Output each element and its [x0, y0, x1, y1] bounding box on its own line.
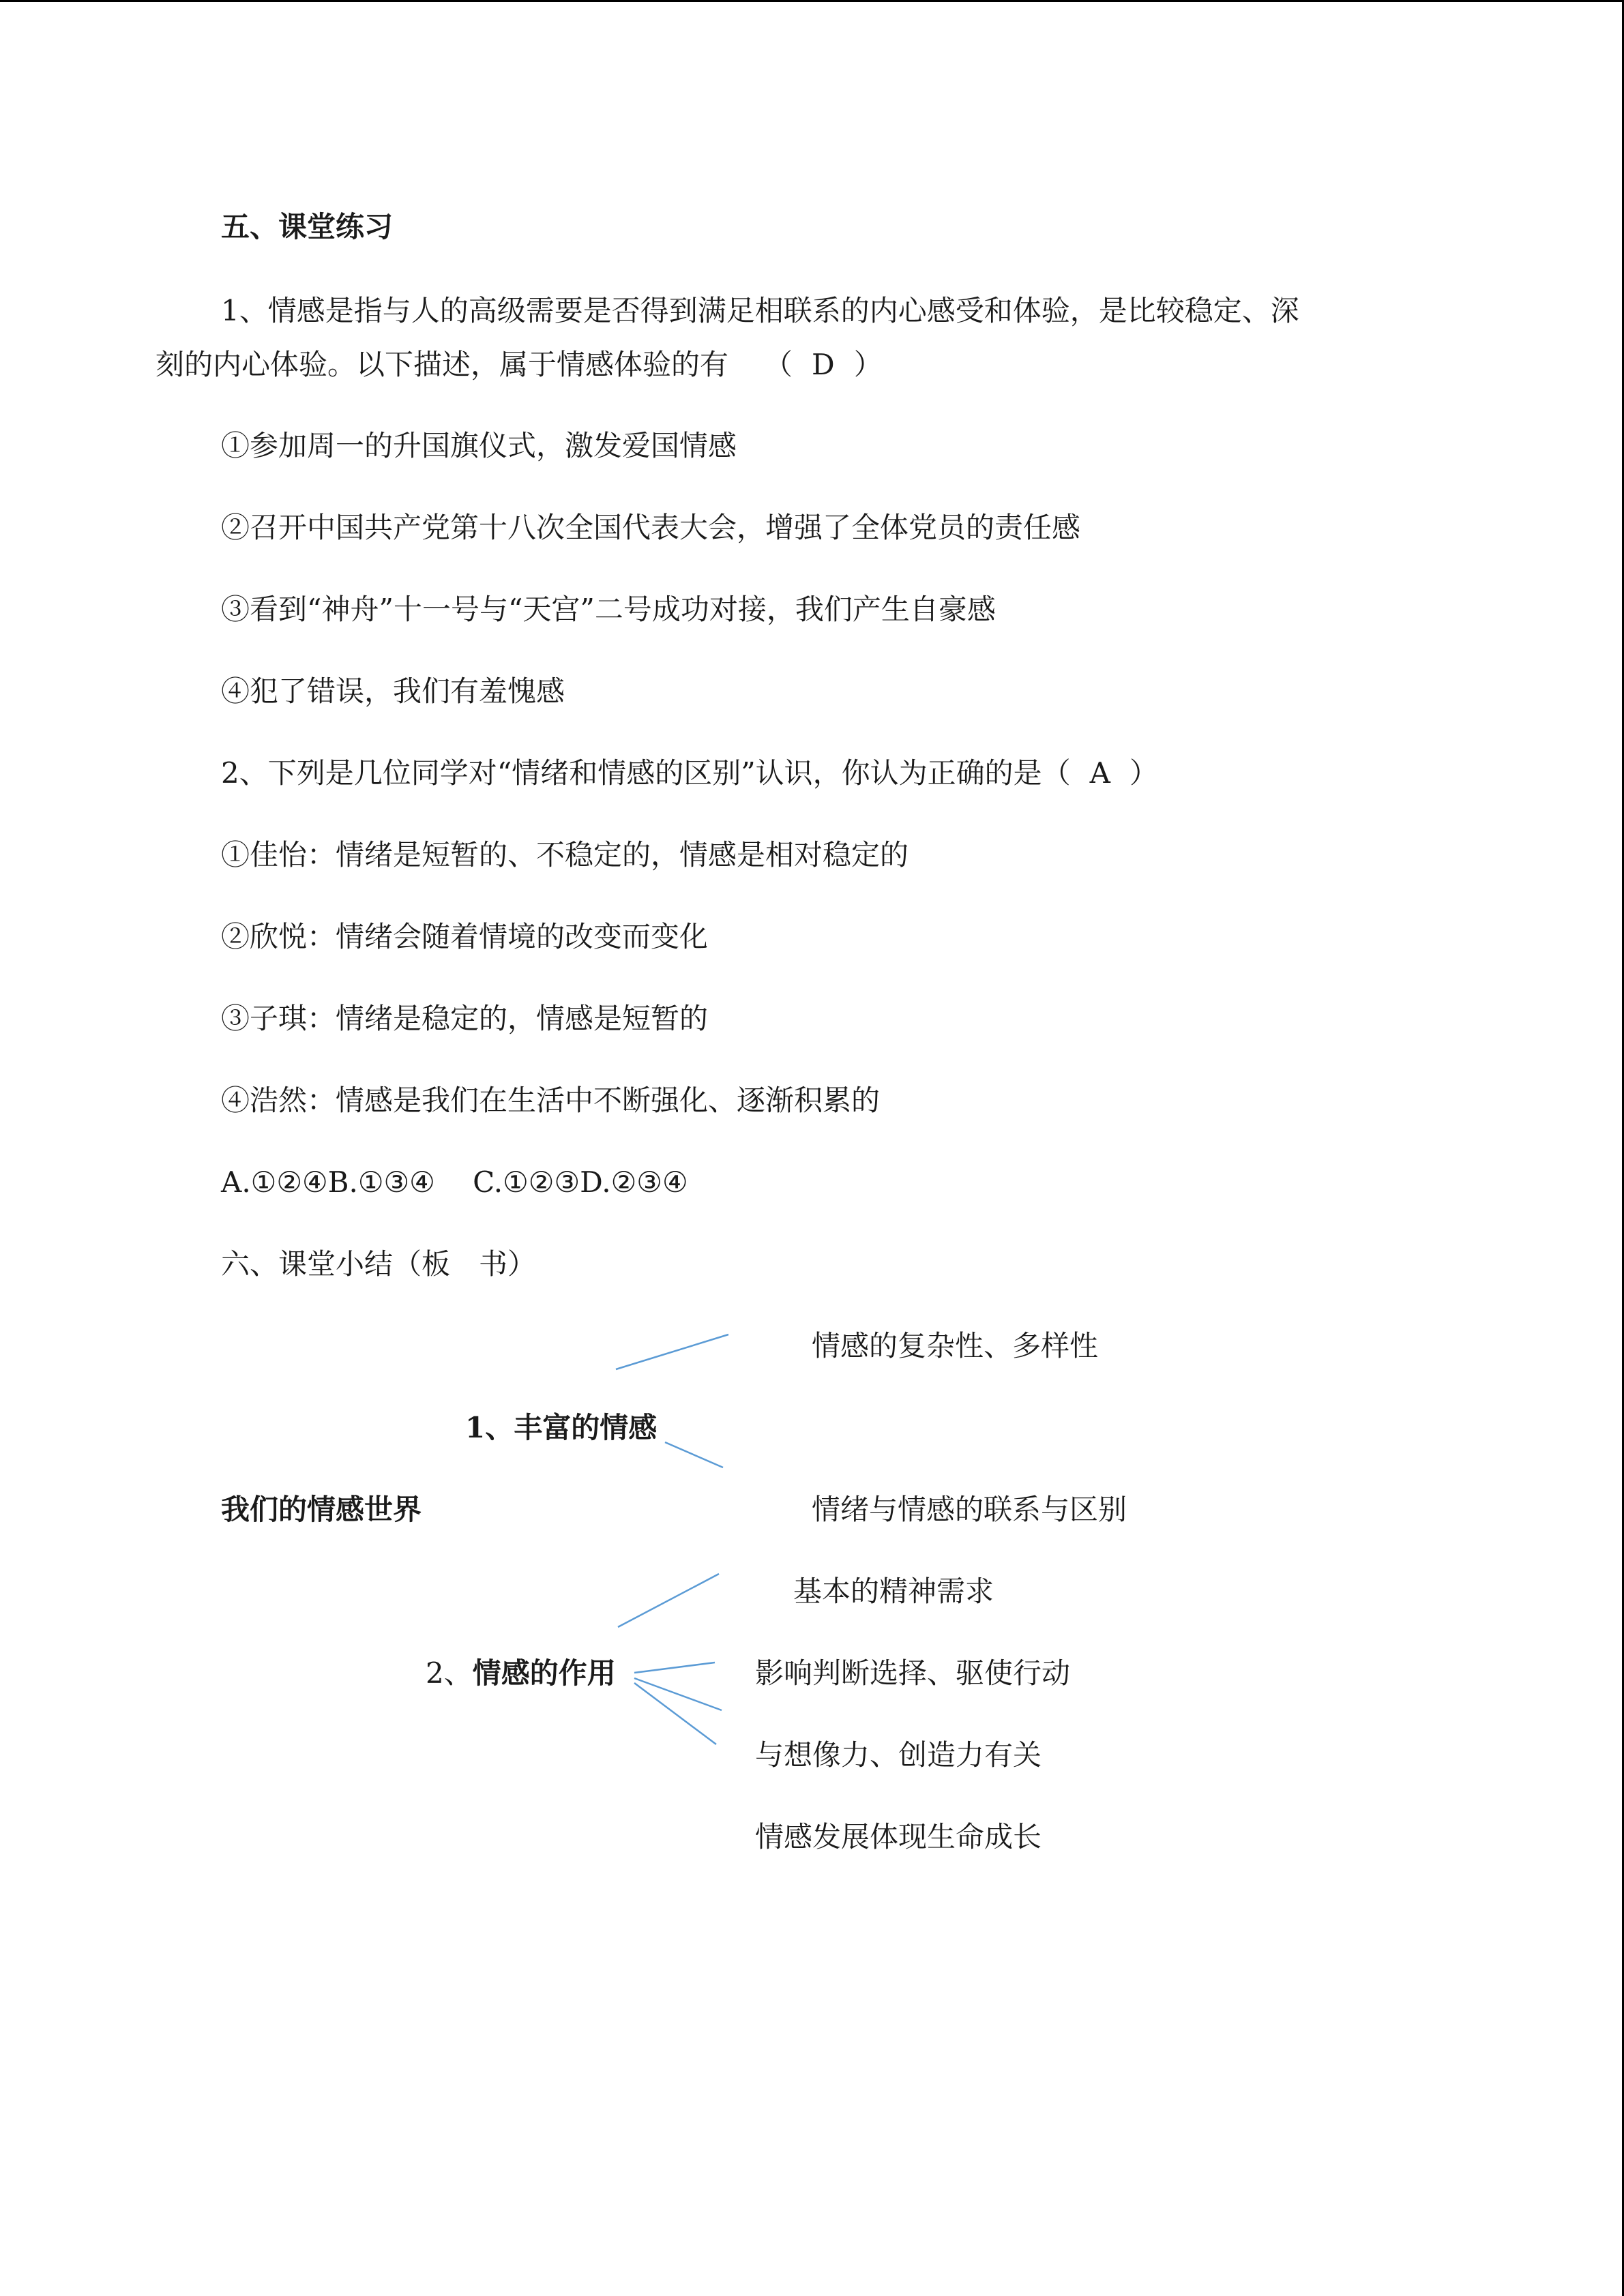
- q2-statement: ②欣悦：情绪会随着情境的改变而变化: [221, 920, 709, 953]
- connector-line: [634, 1683, 716, 1744]
- branch2-item: 情感发展体现生命成长: [755, 1820, 1042, 1853]
- q1-option: ①参加周一的升国旗仪式，激发爱国情感: [221, 429, 737, 462]
- q1-answer-close: ）: [853, 348, 883, 381]
- branch1-label: 1、丰富的情感: [465, 1411, 658, 1444]
- connector-line: [634, 1678, 722, 1710]
- branch2-label: 情感的作用: [472, 1656, 616, 1690]
- q1-stem-text: 刻的内心体验。以下描述，属于情感体验的有: [156, 348, 729, 381]
- branch1-item: 情感的复杂性、多样性: [812, 1329, 1099, 1362]
- q1-answer: D: [812, 348, 835, 381]
- branch2-item: 影响判断选择、驱使行动: [755, 1656, 1071, 1690]
- q2-statement: ①佳怡：情绪是短暂的、不稳定的，情感是相对稳定的: [221, 838, 909, 871]
- q1-option: ④犯了错误，我们有羞愧感: [221, 674, 565, 708]
- branch2-item: 基本的精神需求: [793, 1575, 994, 1608]
- connector-line: [634, 1663, 715, 1673]
- q2-choices: A.①②④B.①③④ C.①②③D.②③④: [221, 1165, 688, 1199]
- q1-stem-line1: 1、情感是指与人的高级需要是否得到满足相联系的内心感受和体验，是比较稳定、深: [221, 294, 1299, 327]
- section-6-title: 六、课堂小结（板 书）: [221, 1247, 537, 1281]
- q2-stem-text: 2、下列是几位同学对“情绪和情感的区别”认识，你认为正确的是（: [221, 756, 1071, 790]
- branch2-item: 与想像力、创造力有关: [755, 1738, 1042, 1772]
- connector-line: [618, 1574, 719, 1627]
- connector-line: [665, 1442, 723, 1467]
- q1-answer-open: （: [764, 348, 793, 381]
- section-5-title: 五、课堂练习: [221, 210, 394, 243]
- branch1-item: 情绪与情感的联系与区别: [812, 1493, 1127, 1526]
- q2-answer: A: [1089, 756, 1111, 790]
- q1-option: ②召开中国共产党第十八次全国代表大会，增强了全体党员的责任感: [221, 511, 1081, 544]
- connector-line: [616, 1335, 728, 1369]
- branch2-label-prefix: 2、: [426, 1656, 473, 1690]
- mindmap-root: 我们的情感世界: [221, 1493, 422, 1526]
- q2-statement: ③子琪：情绪是稳定的，情感是短暂的: [221, 1002, 709, 1035]
- q2-statement: ④浩然：情感是我们在生活中不断强化、逐渐积累的: [221, 1084, 881, 1117]
- q1-option: ③看到“神舟”十一号与“天宫”二号成功对接，我们产生自豪感: [221, 593, 996, 626]
- q2-answer-close: ）: [1130, 756, 1159, 790]
